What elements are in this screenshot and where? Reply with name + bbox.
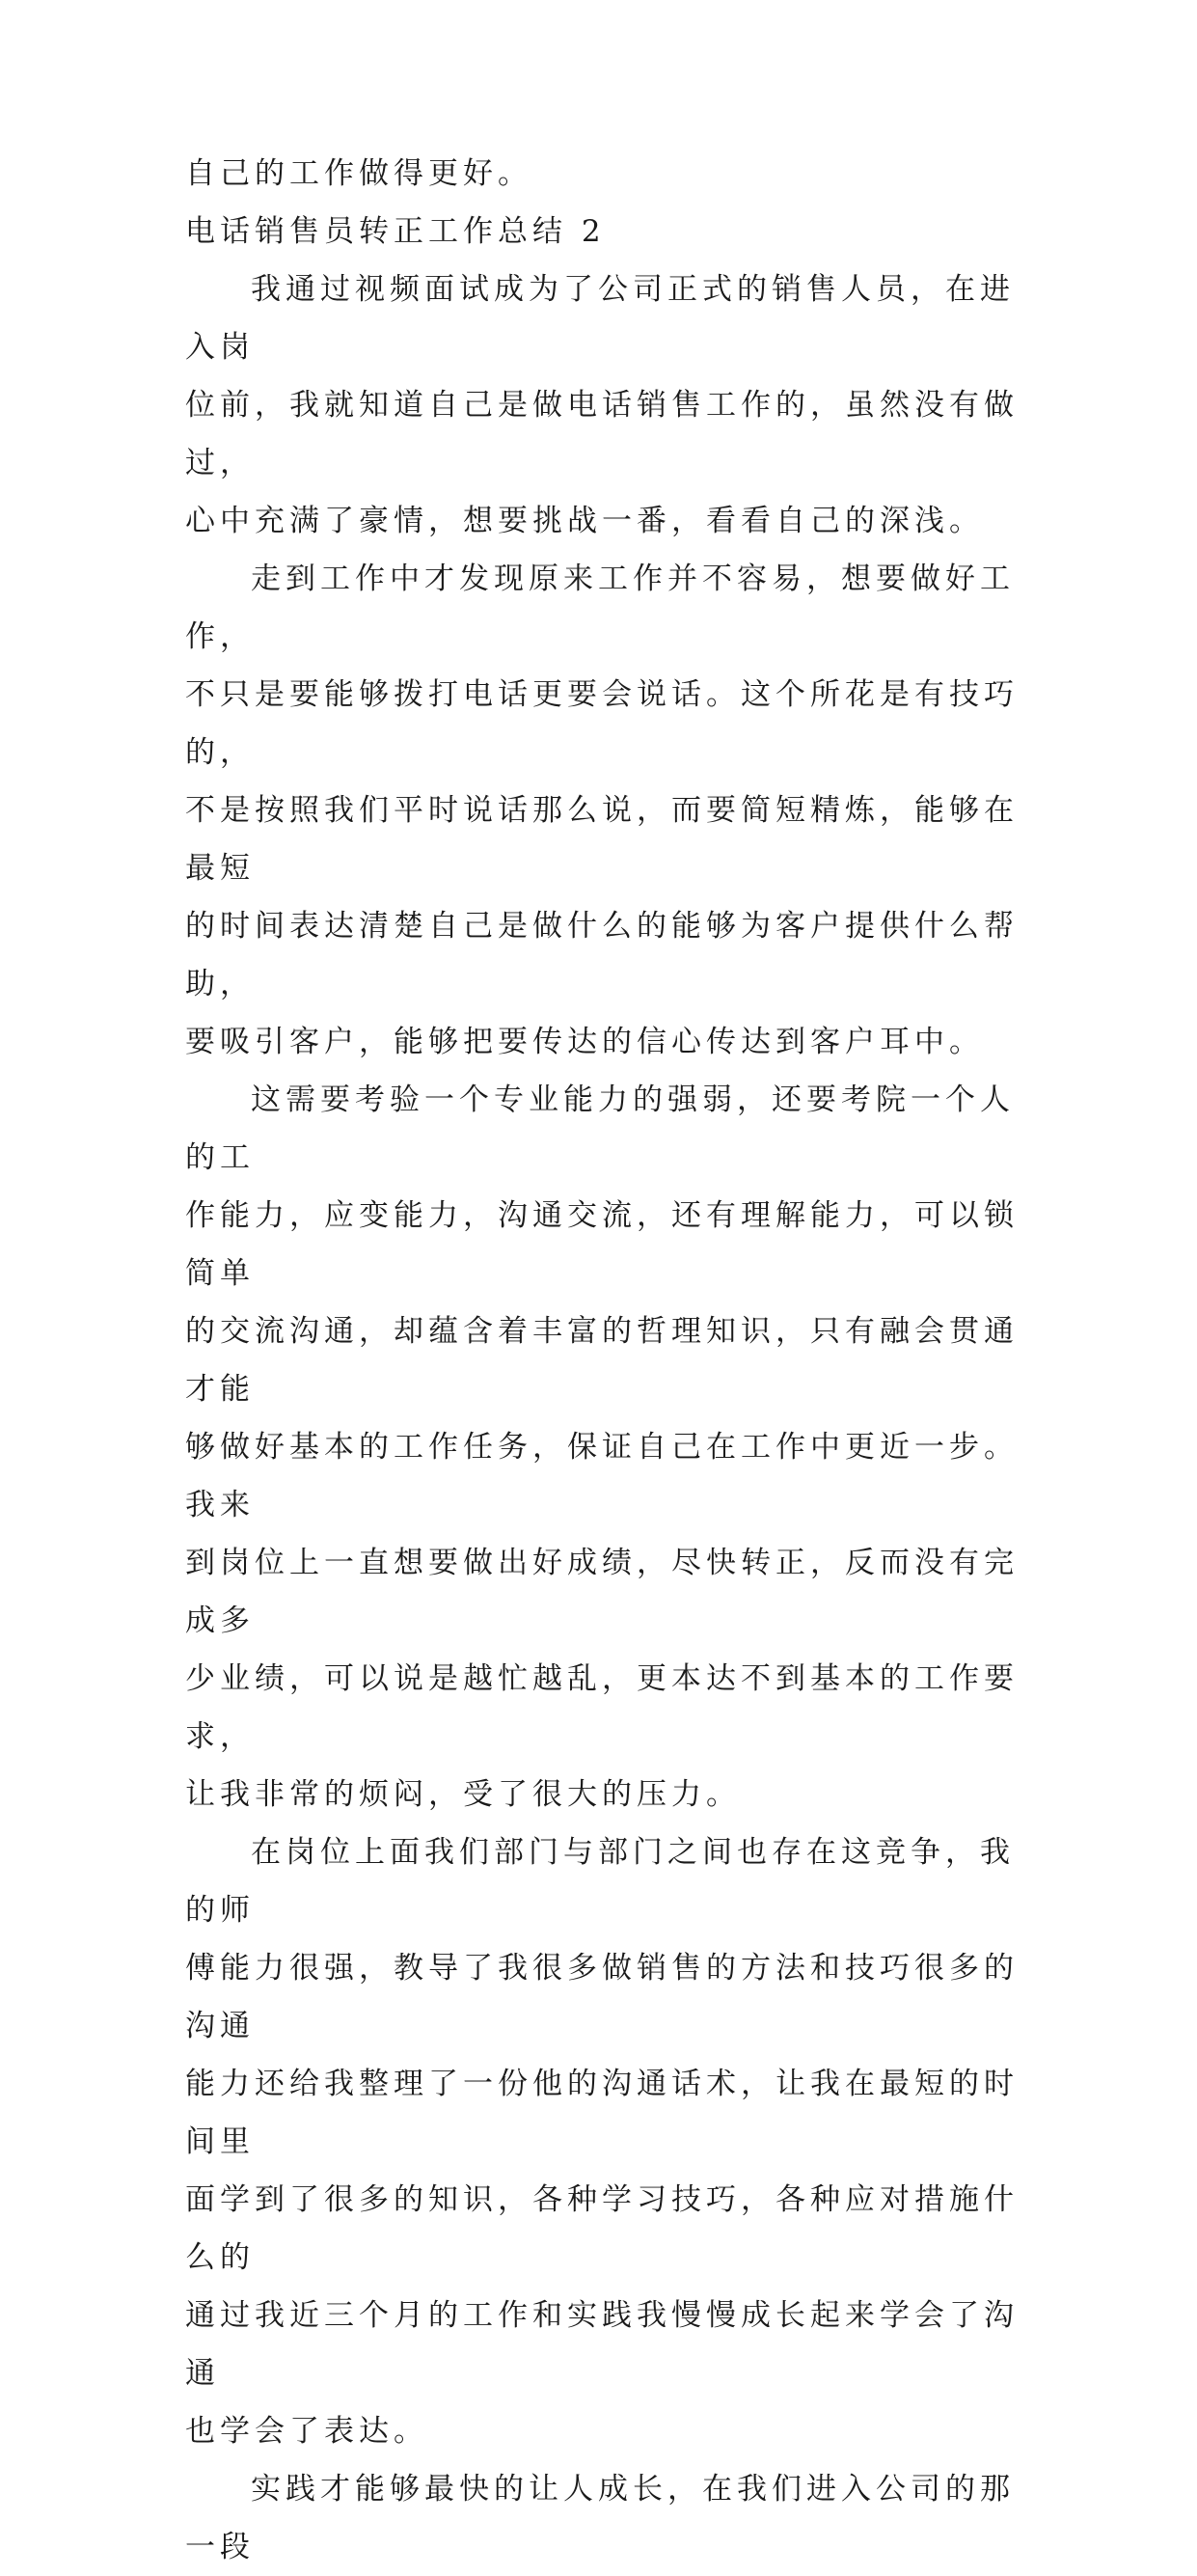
document-page: [185, 145, 1034, 2576]
paragraph-4: 在岗位上面我们部门与部门之间也存在这竞争，我的师 傅能力很强，教导了我很多做销售的方法和技巧很多的沟通 能力还给我整理了一份他的沟通话术，让我在最短的时间里 面学到了很多的知识，各种学习技巧，各种应对措施什么的 通过我近三个月的工作和实践我慢慢成长起来学会了沟通 也学会了表达。: [185, 1835, 1019, 2449]
paragraph-1: 我通过视频面试成为了公司正式的销售人员，在进入岗 位前，我就知道自己是做电话销售工作的，虽然没有做过， 心中充满了豪情，想要挑战一番，看看自己的深浅。: [185, 272, 1019, 538]
section-title: 电话销售员转正工作总结 2: [185, 214, 606, 249]
paragraph-3: 这需要考验一个专业能力的强弱，还要考院一个人的工 作能力，应变能力，沟通交流，还有理解能力，可以锁简单 的交流沟通，却蕴含着丰富的哲理知识，只有融会贯通才能 够做好基本的工作任务，保证自己在工作中更近一步。我来 到岗位上一直想要做出好成绩，尽快转正，反而没有完成多 少业绩，可以说是越忙越乱，更本达不到基本的工作要求， 让我非常的烦闷，受了很大的压力。: [185, 1082, 1019, 1812]
lead-line: 自己的工作做得更好。: [185, 156, 532, 191]
paragraph-2: 走到工作中才发现原来工作并不容易，想要做好工作， 不只是要能够拨打电话更要会说话。这个所花是有技巧的， 不是按照我们平时说话那么说，而要简短精炼，能够在最短 的时间表达清楚自己是做什么的能够为客户提供什么帮助， 要吸引客户，能够把要传达的信心传达到客户耳中。: [185, 562, 1019, 1059]
paragraph-5: 实践才能够最快的让人成长，在我们进入公司的那一段: [185, 2472, 1015, 2564]
